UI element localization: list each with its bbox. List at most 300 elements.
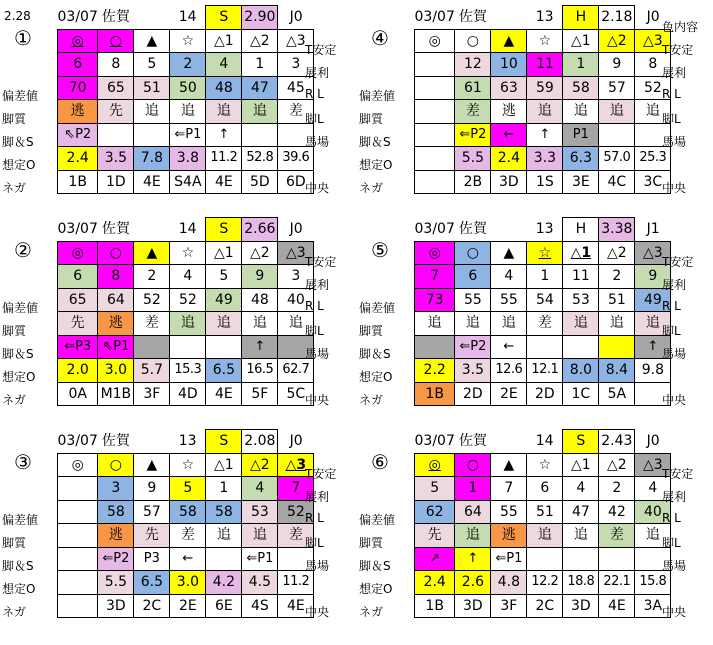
race-odds: 2.66 <box>242 218 278 242</box>
jockey-code: J1 <box>635 218 671 242</box>
row-label: 脚＆S <box>2 135 34 149</box>
race-cell <box>415 100 455 124</box>
row-label: 偏差値 <box>2 89 39 103</box>
race-cell: 追 <box>278 312 314 336</box>
race-cell <box>415 170 455 194</box>
row-label-right: 脚L <box>662 324 681 338</box>
race-cell: 差 <box>527 312 563 336</box>
race-cell: ▲ <box>491 453 527 477</box>
race-row-style <box>415 100 671 124</box>
row-label-right: 脚L <box>305 112 324 126</box>
race-cell: 3 <box>98 477 134 501</box>
race-cell: △2 <box>242 29 278 53</box>
track-condition: S <box>206 218 242 242</box>
race-count: 13 <box>527 6 563 30</box>
race-cell: 52 <box>134 288 170 312</box>
race-cell: 58 <box>563 76 599 100</box>
race-cell: ⇐P2 <box>98 547 134 571</box>
row-label-right: 馬場 <box>305 347 330 361</box>
race-cell: 追 <box>206 312 242 336</box>
race-cell: 18.8 <box>563 571 599 595</box>
race-count: 14 <box>170 218 206 242</box>
race-cell: 63 <box>491 76 527 100</box>
race-cell <box>415 123 455 147</box>
race-cell: 50 <box>170 76 206 100</box>
race-cell: 58 <box>206 500 242 524</box>
race-table <box>414 5 671 194</box>
race-panel-2 <box>0 212 340 417</box>
race-cell: 追 <box>635 524 671 548</box>
race-cell: 57.0 <box>599 147 635 171</box>
race-row-style <box>58 312 314 336</box>
race-cell: △2 <box>599 453 635 477</box>
race-cell: 3.5 <box>455 359 491 383</box>
race-cell: △2 <box>599 29 635 53</box>
race-cell: 4C <box>599 170 635 194</box>
race-cell: 3F <box>491 594 527 618</box>
race-row-marks <box>58 241 314 265</box>
track-condition: H <box>563 6 599 30</box>
race-cell: 2.4 <box>58 147 98 171</box>
race-cell <box>563 547 599 571</box>
race-cell: 1 <box>455 477 491 501</box>
race-cell: 1B <box>415 382 455 406</box>
row-label-right: 馬場 <box>305 559 330 573</box>
race-number: ④ <box>371 26 389 50</box>
row-label: 脚＆S <box>359 559 391 573</box>
row-label-right: 脚L <box>305 324 324 338</box>
race-cell: 6 <box>527 477 563 501</box>
row-label: 脚＆S <box>2 559 34 573</box>
race-row-odds-row <box>415 571 671 595</box>
race-cell <box>58 571 98 595</box>
race-cell: △1 <box>206 29 242 53</box>
race-cell: 9.8 <box>635 359 671 383</box>
race-cell: 9 <box>599 53 635 77</box>
race-cell: 47 <box>563 500 599 524</box>
race-cell: ◎ <box>58 453 98 477</box>
race-cell: ⇐P1 <box>170 123 206 147</box>
jockey-code: J0 <box>278 6 314 30</box>
race-cell: ← <box>491 123 527 147</box>
race-cell: 12.6 <box>491 359 527 383</box>
header-spacer <box>491 218 527 242</box>
race-cell: 3 <box>278 265 314 289</box>
race-cell: 9 <box>134 477 170 501</box>
race-cell: 7 <box>491 477 527 501</box>
race-cell: 0A <box>58 382 98 406</box>
race-cell: 追 <box>455 524 491 548</box>
track-condition: S <box>563 430 599 454</box>
race-cell: 11 <box>563 265 599 289</box>
race-cell: 差 <box>278 524 314 548</box>
race-cell <box>527 547 563 571</box>
race-date: 03/07 <box>58 218 98 242</box>
race-count: 14 <box>170 6 206 30</box>
race-cell: 先 <box>134 524 170 548</box>
race-cell: 5.5 <box>455 147 491 171</box>
race-cell: 追 <box>242 312 278 336</box>
race-cell: 2 <box>599 265 635 289</box>
row-label: 想定O <box>359 158 393 172</box>
race-row-nega <box>415 170 671 194</box>
race-cell: 8.0 <box>563 359 599 383</box>
race-cell: 52 <box>170 288 206 312</box>
jockey-code: J0 <box>635 430 671 454</box>
race-cell: 4 <box>563 477 599 501</box>
race-cell <box>242 123 278 147</box>
race-cell: 3.3 <box>527 147 563 171</box>
race-odds: 2.08 <box>242 430 278 454</box>
race-cell: 6.5 <box>206 359 242 383</box>
race-row-nega <box>415 382 671 406</box>
race-cell: 3.0 <box>98 359 134 383</box>
race-cell: 6.3 <box>563 147 599 171</box>
row-label: 脚＆S <box>359 347 391 361</box>
race-cell: ☆ <box>527 241 563 265</box>
race-cell: 1D <box>98 170 134 194</box>
row-label-right: 馬場 <box>662 559 687 573</box>
race-cell: 2E <box>491 382 527 406</box>
race-row-marks <box>58 453 314 477</box>
race-cell: 5 <box>170 477 206 501</box>
race-cell: 3F <box>134 382 170 406</box>
race-cell: △1 <box>206 241 242 265</box>
row-label: 脚質 <box>359 324 384 338</box>
race-cell: 5A <box>599 382 635 406</box>
row-label: 想定O <box>2 582 36 596</box>
race-cell: ○ <box>98 29 134 53</box>
race-cell: 70 <box>58 76 98 100</box>
race-cell: △2 <box>242 241 278 265</box>
row-label: 偏差値 <box>2 301 39 315</box>
race-cell: 3A <box>635 594 671 618</box>
race-cell: 追 <box>415 312 455 336</box>
race-cell: 追 <box>242 524 278 548</box>
race-table <box>57 217 314 406</box>
race-cell: 5 <box>415 477 455 501</box>
race-cell: 追 <box>599 312 635 336</box>
race-cell: 58 <box>98 500 134 524</box>
race-header <box>58 218 314 242</box>
race-header <box>58 430 314 454</box>
race-cell: S4A <box>170 170 206 194</box>
race-cell: 1 <box>563 53 599 77</box>
race-cell: 7.8 <box>134 147 170 171</box>
race-cell: 53 <box>563 288 599 312</box>
race-table <box>57 5 314 194</box>
race-cell: ⇐P1 <box>242 547 278 571</box>
race-cell: 2D <box>527 382 563 406</box>
race-cell: 49 <box>635 288 671 312</box>
race-cell: 4E <box>206 382 242 406</box>
race-cell: 6 <box>58 53 98 77</box>
race-row-nums <box>415 265 671 289</box>
race-cell: 40 <box>278 288 314 312</box>
race-row-style <box>415 524 671 548</box>
race-cell: 3D <box>563 594 599 618</box>
race-cell <box>599 547 635 571</box>
race-number: ① <box>14 26 32 50</box>
race-cell: 61 <box>455 76 491 100</box>
race-cell: 3D <box>455 594 491 618</box>
race-cell: 4.8 <box>491 571 527 595</box>
race-cell: 45 <box>278 76 314 100</box>
row-label-right: 中央 <box>305 181 330 195</box>
header-spacer <box>491 6 527 30</box>
row-label-right: 馬場 <box>662 347 687 361</box>
race-cell <box>134 335 170 359</box>
race-table <box>414 429 671 618</box>
race-cell: 9 <box>635 265 671 289</box>
race-odds: 3.38 <box>599 218 635 242</box>
race-venue: 佐賀 <box>455 218 491 242</box>
race-cell: 5F <box>242 382 278 406</box>
race-cell: ◎ <box>415 453 455 477</box>
race-row-track-row <box>415 547 671 571</box>
race-cell: ▲ <box>491 241 527 265</box>
race-cell: 5 <box>206 265 242 289</box>
race-cell: 3D <box>98 594 134 618</box>
race-cell: 追 <box>242 100 278 124</box>
race-cell: 8 <box>98 265 134 289</box>
race-header <box>415 6 671 30</box>
row-label-right: 展利 <box>662 278 687 292</box>
race-cell: 62.7 <box>278 359 314 383</box>
race-date: 03/07 <box>415 430 455 454</box>
race-cell: 15.3 <box>170 359 206 383</box>
race-row-track-row <box>58 123 314 147</box>
race-row-odds-row <box>415 147 671 171</box>
race-cell: 4E <box>134 170 170 194</box>
row-label-right: 中央 <box>662 605 687 619</box>
row-label-right: T安定 <box>305 255 337 269</box>
race-cell: 3.0 <box>170 571 206 595</box>
race-cell: ⇐P2 <box>455 123 491 147</box>
race-cell: 73 <box>415 288 455 312</box>
row-label-right: T安定 <box>305 43 337 57</box>
race-number: ⑥ <box>371 450 389 474</box>
race-cell: 差 <box>278 100 314 124</box>
race-cell: 追 <box>134 100 170 124</box>
race-cell: 64 <box>455 500 491 524</box>
race-cell: 追 <box>563 524 599 548</box>
row-label: 脚質 <box>2 324 27 338</box>
race-cell: 11.2 <box>278 571 314 595</box>
race-cell: M1B <box>98 382 134 406</box>
row-label-right: T安定 <box>662 43 694 57</box>
race-cell: 2D <box>455 382 491 406</box>
race-cell: 40 <box>635 500 671 524</box>
race-cell: 追 <box>563 100 599 124</box>
race-cell: 12 <box>455 53 491 77</box>
race-cell: 7 <box>415 265 455 289</box>
race-cell: 4 <box>491 265 527 289</box>
color-legend-label: 色内容 <box>662 20 699 34</box>
race-row-dev <box>415 76 671 100</box>
race-cell: ○ <box>455 241 491 265</box>
race-cell: 1B <box>58 170 98 194</box>
race-cell: ⇐P2 <box>455 335 491 359</box>
race-cell: 47 <box>242 76 278 100</box>
race-cell: 2 <box>134 265 170 289</box>
race-cell: 48 <box>206 76 242 100</box>
race-cell: ▲ <box>134 29 170 53</box>
race-cell: 追 <box>527 524 563 548</box>
race-cell: ← <box>170 547 206 571</box>
race-cell: 逃 <box>98 524 134 548</box>
race-row-track-row <box>415 335 671 359</box>
race-cell: ⇐P3 <box>58 335 98 359</box>
row-label-right: R L <box>305 87 324 101</box>
race-row-marks <box>415 453 671 477</box>
race-cell: ⇐P1 <box>491 547 527 571</box>
race-cell: 3C <box>635 170 671 194</box>
race-date: 03/07 <box>58 6 98 30</box>
race-cell: 55 <box>455 288 491 312</box>
race-row-odds-row <box>58 147 314 171</box>
header-spacer <box>134 6 170 30</box>
race-date: 03/07 <box>415 6 455 30</box>
race-cell: 59 <box>527 76 563 100</box>
race-cell: 54 <box>527 288 563 312</box>
race-cell: 逃 <box>491 524 527 548</box>
race-cell: ↑ <box>242 335 278 359</box>
row-label: 脚＆S <box>2 347 34 361</box>
race-cell: 52 <box>278 500 314 524</box>
row-label-right: 展利 <box>305 66 330 80</box>
race-venue: 佐賀 <box>98 6 134 30</box>
race-cell: 逃 <box>98 312 134 336</box>
row-label-right: T安定 <box>662 255 694 269</box>
race-cell: 追 <box>563 312 599 336</box>
race-cell: 先 <box>415 524 455 548</box>
race-cell: 追 <box>170 100 206 124</box>
row-label: ネガ <box>359 605 384 619</box>
row-label: ネガ <box>359 181 384 195</box>
race-cell: △3 <box>635 29 671 53</box>
race-cell: 2 <box>170 53 206 77</box>
race-cell: 53 <box>242 500 278 524</box>
race-panel-3 <box>0 424 340 629</box>
race-cell: ↑ <box>455 547 491 571</box>
race-row-odds-row <box>58 571 314 595</box>
row-label-right: R L <box>662 511 681 525</box>
race-cell: 2 <box>599 477 635 501</box>
race-row-marks <box>415 241 671 265</box>
race-cell: ▲ <box>134 241 170 265</box>
race-venue: 佐賀 <box>98 218 134 242</box>
race-cell: 差 <box>134 312 170 336</box>
race-cell: ○ <box>455 29 491 53</box>
race-table <box>57 429 314 618</box>
race-header <box>415 218 671 242</box>
race-cell: 16.5 <box>242 359 278 383</box>
race-cell: 追 <box>527 100 563 124</box>
race-row-dev <box>58 500 314 524</box>
race-panel-6 <box>357 424 697 629</box>
race-cell: 25.3 <box>635 147 671 171</box>
race-cell: 22.1 <box>599 571 635 595</box>
row-label-right: 脚L <box>305 536 324 550</box>
race-row-nega <box>58 170 314 194</box>
race-cell: 6.5 <box>134 571 170 595</box>
race-cell: ▲ <box>491 29 527 53</box>
race-cell: 51 <box>599 288 635 312</box>
race-cell: △1 <box>563 29 599 53</box>
race-header <box>415 430 671 454</box>
race-cell: 差 <box>455 100 491 124</box>
race-cell: ☆ <box>170 241 206 265</box>
row-label: 脚＆S <box>359 135 391 149</box>
race-header <box>58 6 314 30</box>
race-venue: 佐賀 <box>98 430 134 454</box>
race-row-nega <box>58 382 314 406</box>
race-cell: ← <box>491 335 527 359</box>
race-cell: △3 <box>278 241 314 265</box>
race-cell: 8.4 <box>599 359 635 383</box>
race-cell: 3E <box>563 170 599 194</box>
race-cell: ↗ <box>415 547 455 571</box>
race-cell: △1 <box>563 241 599 265</box>
race-cell: ○ <box>455 453 491 477</box>
race-cell: 2E <box>170 594 206 618</box>
race-cell: 65 <box>98 76 134 100</box>
race-cell: 4 <box>206 53 242 77</box>
race-cell: 12.2 <box>527 571 563 595</box>
race-cell: 追 <box>170 312 206 336</box>
race-cell: 追 <box>455 312 491 336</box>
race-cell: ⇖P2 <box>58 123 98 147</box>
race-cell: 追 <box>599 100 635 124</box>
jockey-code: J0 <box>278 430 314 454</box>
race-cell: 1 <box>527 265 563 289</box>
race-cell: 49 <box>206 288 242 312</box>
race-cell: 7 <box>278 477 314 501</box>
race-cell: 65 <box>58 288 98 312</box>
race-cell: 4.2 <box>206 571 242 595</box>
row-label-right: R L <box>305 511 324 525</box>
race-cell: △2 <box>242 453 278 477</box>
race-date: 03/07 <box>415 218 455 242</box>
race-row-nums <box>58 477 314 501</box>
race-cell: 3 <box>278 53 314 77</box>
race-cell: 1B <box>415 594 455 618</box>
race-cell: △3 <box>635 453 671 477</box>
race-row-dev <box>415 500 671 524</box>
row-label-right: 中央 <box>305 393 330 407</box>
race-cell: 4 <box>170 265 206 289</box>
race-venue: 佐賀 <box>455 430 491 454</box>
race-cell: 51 <box>527 500 563 524</box>
race-cell: ☆ <box>170 453 206 477</box>
race-cell: 先 <box>98 100 134 124</box>
race-row-marks <box>415 29 671 53</box>
race-cell: 8 <box>635 53 671 77</box>
track-condition: H <box>563 218 599 242</box>
race-cell: 1S <box>527 170 563 194</box>
race-cell: ↑ <box>206 123 242 147</box>
race-number: ⑤ <box>371 238 389 262</box>
race-cell: 追 <box>635 100 671 124</box>
race-cell: 57 <box>134 500 170 524</box>
race-cell: ☆ <box>170 29 206 53</box>
row-label-right: 脚L <box>662 112 681 126</box>
race-cell: 39.6 <box>278 147 314 171</box>
race-cell: 55 <box>491 500 527 524</box>
race-cell: ↑ <box>635 335 671 359</box>
race-cell <box>415 76 455 100</box>
